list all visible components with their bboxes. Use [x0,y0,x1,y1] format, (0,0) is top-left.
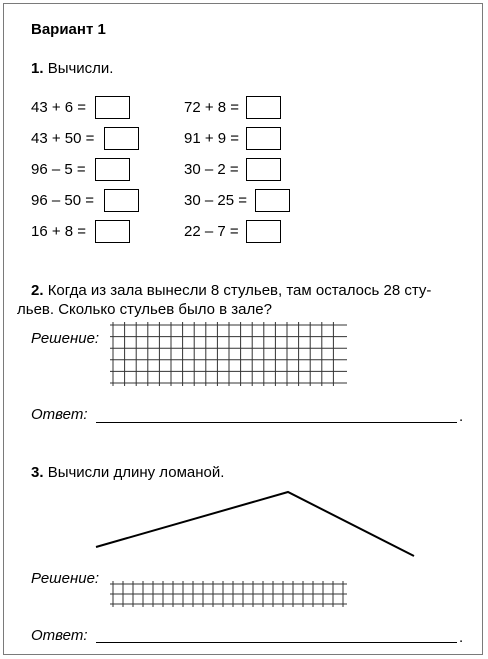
task1-expr-right-4: 30 – 25 = [184,192,247,209]
task3-answer-dot: . [459,629,464,646]
task1-expr-left-3: 96 – 5 = [31,161,86,178]
task2-text-line2: льев. Сколько стульев было в зале? [17,301,272,318]
task2-answer-dot: . [459,408,464,425]
task1-expr-left-1: 43 + 6 = [31,99,87,116]
task2-solution-label: Решение: [31,330,100,347]
task3-number: 3. [31,464,44,481]
task2-number: 2. [31,282,44,299]
variant-title: Вариант 1 [31,21,106,38]
task1-expr-right-3: 30 – 2 = [184,161,239,178]
task2-answer-label: Ответ: [31,406,88,423]
task1-expr-right-1: 72 + 8 = [184,99,240,116]
task3-answer-label: Ответ: [31,627,88,644]
task1-expr-right-5: 22 – 7 = [184,223,239,240]
solution-grid-task3[interactable] [113,584,347,608]
task3-answer-line[interactable] [96,642,457,643]
task1-expr-left-4: 96 – 50 = [31,192,94,209]
task1-expr-left-2: 43 + 50 = [31,130,95,147]
task1-text: Вычисли. [47,60,114,77]
task1-number: 1. [31,60,44,77]
task3-text: Вычисли длину ломаной. [47,464,225,481]
task3-solution-label: Решение: [31,570,100,587]
task1-expr-left-5: 16 + 8 = [31,223,87,240]
broken-line [96,492,414,556]
task2-text-line1: Когда из зала вынесли 8 стульев, там осталось 28 сту- [47,282,432,299]
task1-expr-right-2: 91 + 9 = [184,130,240,147]
